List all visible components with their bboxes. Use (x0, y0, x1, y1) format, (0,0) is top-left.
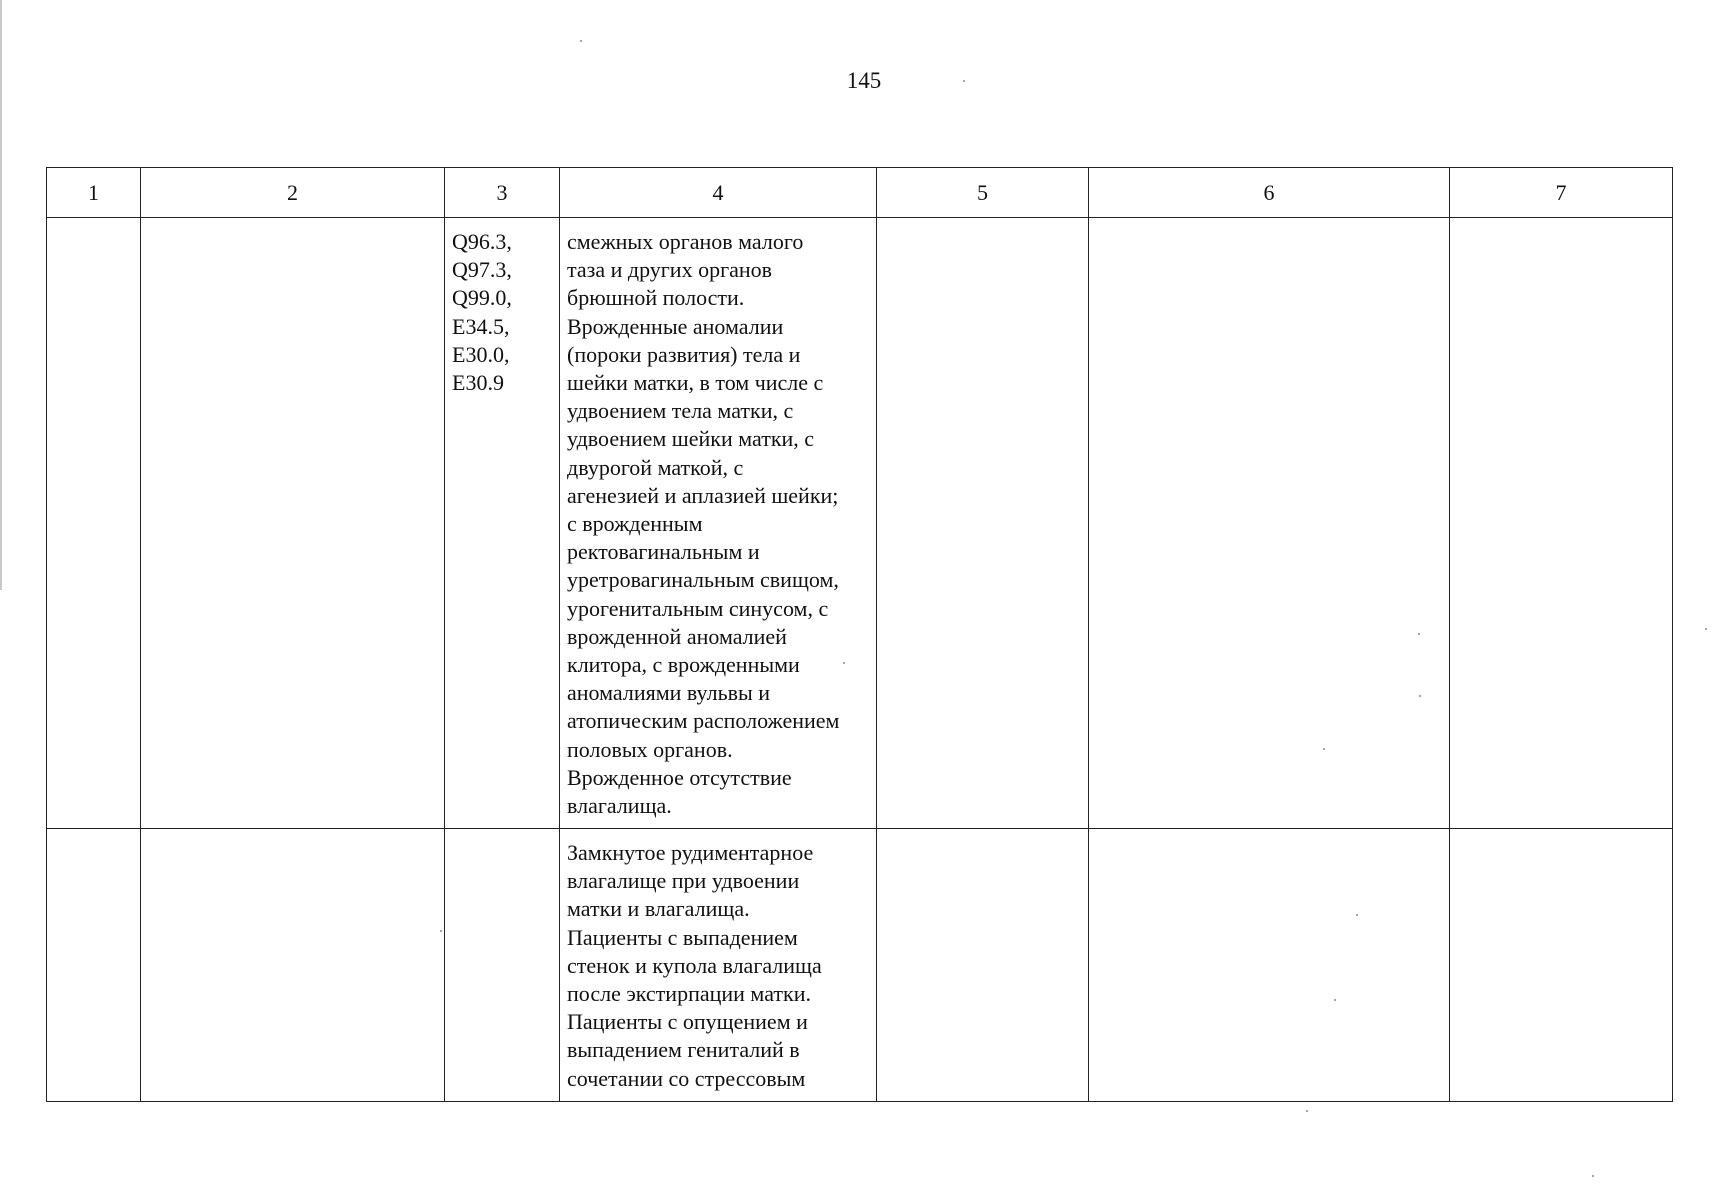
diagnosis-code: E30.0, (452, 341, 510, 367)
description-line: брюшной полости. (567, 285, 745, 311)
table-cell (1450, 218, 1673, 829)
description-line: смежных органов малого (567, 229, 804, 254)
description-line: аномалиями вульвы и (567, 680, 771, 706)
description-line: матки и влагалища. (567, 896, 750, 922)
description-text (560, 829, 876, 1093)
table-cell (1089, 829, 1450, 1102)
table-cell (47, 829, 141, 1102)
scan-speck (1356, 914, 1358, 916)
description-line: двурогой маткой, с (567, 454, 744, 480)
scan-speck (1334, 999, 1336, 1001)
page-number: 145 (846, 68, 882, 93)
column-header: 2 (141, 168, 445, 218)
diagnosis-codes-cell (445, 218, 560, 829)
table-cell (1089, 218, 1450, 829)
diagnosis-code: Q99.0, (452, 285, 512, 311)
scan-speck (843, 662, 845, 664)
table-row (47, 829, 1673, 1102)
description-line: атопическим расположением (567, 708, 840, 734)
description-text (560, 218, 876, 820)
diagnosis-code: E30.9 (452, 370, 504, 396)
column-header: 5 (877, 168, 1089, 218)
column-header: 6 (1089, 168, 1450, 218)
codes-list (445, 829, 559, 839)
description-line: клитора, с врожденными (567, 652, 800, 678)
description-line: после экстирпации матки. (567, 981, 811, 1007)
column-header: 4 (560, 168, 877, 218)
description-line: сочетании со стрессовым (567, 1065, 806, 1091)
table-cell (141, 218, 445, 829)
description-line: (пороки развития) тела и (567, 341, 801, 367)
description-line: стенок и купола влагалища (567, 952, 822, 978)
description-line: с врожденным (567, 511, 703, 537)
scan-speck (1306, 1110, 1308, 1112)
description-line: врожденной аномалией (567, 623, 787, 649)
column-header: 3 (445, 168, 560, 218)
description-line: агенезией и аплазией шейки; (567, 482, 839, 508)
description-line: Пациенты с выпадением (567, 924, 798, 950)
description-line: урогенитальным синусом, с (567, 595, 829, 621)
description-line: ректовагинальным и (567, 539, 760, 565)
description-line: удвоением тела матки, с (567, 398, 794, 424)
column-header: 1 (47, 168, 141, 218)
table-cell (141, 829, 445, 1102)
description-line: влагалища. (567, 793, 672, 819)
description-line: выпадением гениталий в (567, 1037, 800, 1063)
column-header: 7 (1450, 168, 1673, 218)
table-cell (877, 218, 1089, 829)
table-cell (877, 829, 1089, 1102)
description-line: влагалище при удвоении (567, 868, 800, 894)
codes-list (445, 218, 559, 397)
description-line: уретровагинальным свищом, (567, 567, 839, 593)
scan-speck (1323, 748, 1325, 750)
diagnosis-codes-cell (445, 829, 560, 1102)
table-cell (1450, 829, 1673, 1102)
description-line: половых органов. (567, 736, 733, 762)
scan-speck (1418, 633, 1420, 635)
diagnosis-code: Q96.3, (452, 229, 512, 254)
table-row (47, 218, 1673, 829)
scan-speck (1592, 1175, 1594, 1177)
description-line: шейки матки, в том числе с (567, 370, 824, 396)
table-header-row (47, 168, 1673, 218)
scan-speck (1419, 695, 1421, 697)
description-line: Замкнутое рудиментарное (567, 840, 814, 865)
description-line: таза и других органов (567, 257, 773, 283)
description-cell (560, 218, 877, 829)
description-line: удвоением шейки матки, с (567, 426, 815, 452)
diagnosis-code: E34.5, (452, 313, 510, 339)
description-line: Врожденные аномалии (567, 313, 784, 339)
scan-speck (963, 80, 965, 82)
document-table (46, 167, 1673, 1102)
description-line: Врожденное отсутствие (567, 764, 792, 790)
scan-speck (440, 930, 442, 932)
description-line: Пациенты с опущением и (567, 1009, 808, 1035)
scan-speck (580, 40, 582, 42)
table-cell (47, 218, 141, 829)
diagnosis-code: Q97.3, (452, 257, 512, 283)
description-cell (560, 829, 877, 1102)
scan-speck (1705, 628, 1707, 630)
